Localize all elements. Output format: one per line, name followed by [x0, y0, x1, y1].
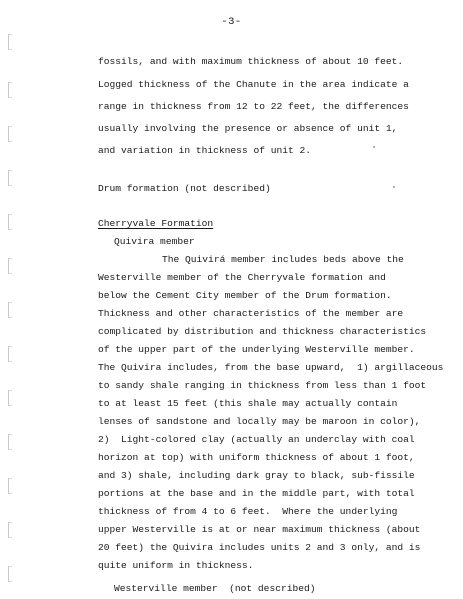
body-line: Logged thickness of the Chanute in the area indicate a [98, 79, 409, 90]
body-line: below the Cement City member of the Drum formation. [98, 290, 392, 301]
body-line: lenses of sandstone and locally may be maroon in color), [98, 416, 421, 427]
left-margin-scan-marks [8, 28, 12, 588]
body-line: The Quivirá member includes beds above the [162, 254, 404, 265]
margin-mark [8, 302, 12, 318]
body-line: usually involving the presence or absence of unit 1, [98, 123, 398, 134]
body-line: and variation in thickness of unit 2. [98, 145, 312, 156]
margin-mark [8, 214, 12, 230]
section-heading-drum: Drum formation (not described) [98, 183, 271, 194]
body-line: fossils, and with maximum thickness of about 10 feet. [98, 56, 404, 67]
section-heading-cherryvale: Cherryvale Formation [98, 218, 214, 229]
subheading-westerville: Westerville member (not described) [114, 583, 316, 594]
margin-mark [8, 82, 12, 98]
body-line: and 3) shale, including dark gray to black, sub-fissile [98, 470, 415, 481]
body-line: 2) Light-colored clay (actually an underclay with coal [98, 434, 415, 445]
body-line: quite uniform in thickness. [98, 560, 254, 571]
margin-mark [8, 34, 12, 50]
margin-mark [8, 522, 12, 538]
body-line: to at least 15 feet (this shale may actually contain [98, 398, 398, 409]
body-line: 20 feet) the Quivira includes units 2 and 3 only, and is [98, 542, 421, 553]
body-line: to sandy shale ranging in thickness from less than 1 foot [98, 380, 427, 391]
body-line: The Quivira includes, from the base upward, 1) argillaceous [98, 362, 444, 373]
body-line: Thickness and other characteristics of the member are [98, 308, 404, 319]
body-line: of the upper part of the underlying Westerville member. [98, 344, 415, 355]
margin-mark [8, 566, 12, 582]
scan-speck [393, 186, 395, 188]
body-line: Westerville member of the Cherryvale formation and [98, 272, 386, 283]
subheading-quivira: Quivira member [114, 236, 195, 247]
body-line: thickness of from 4 to 6 feet. Where the underlying [98, 506, 398, 517]
margin-mark [8, 478, 12, 494]
margin-mark [8, 170, 12, 186]
margin-mark [8, 126, 12, 142]
margin-mark [8, 434, 12, 450]
body-line: range in thickness from 12 to 22 feet, the differences [98, 101, 409, 112]
margin-mark [8, 258, 12, 274]
body-line: horizon at top) with uniform thickness of about 1 foot, [98, 452, 415, 463]
body-line: upper Westerville is at or near maximum thickness (about [98, 524, 421, 535]
body-line: portions at the base and in the middle part, with total [98, 488, 415, 499]
margin-mark [8, 390, 12, 406]
margin-mark [8, 346, 12, 362]
scan-speck [373, 146, 375, 148]
scan-specks [373, 146, 379, 152]
page-number: -3- [221, 16, 242, 28]
body-line: complicated by distribution and thickness characteristics [98, 326, 427, 337]
